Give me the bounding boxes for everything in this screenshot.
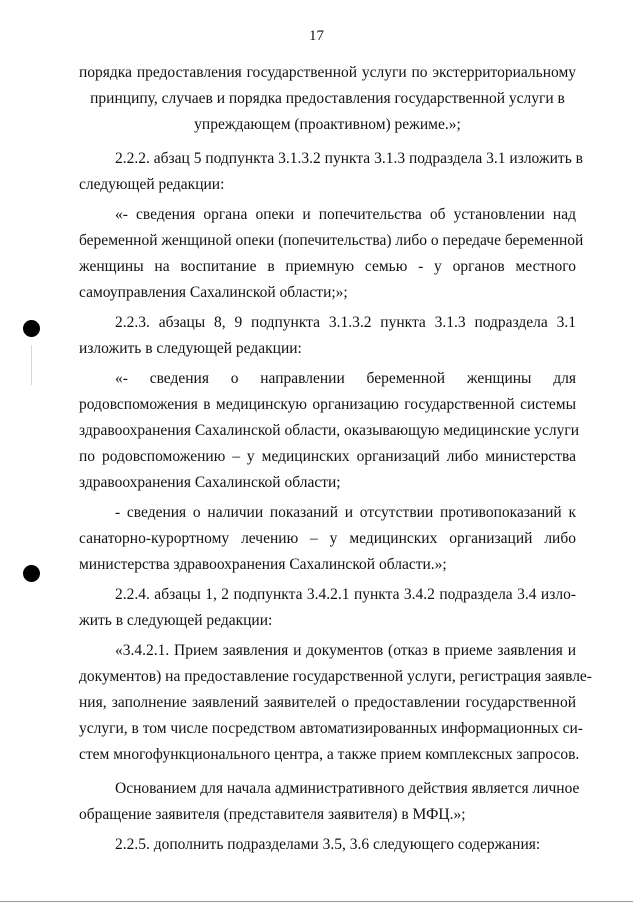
text-line: санаторно-курортному лечению – у медицинских организаций либо — [79, 530, 576, 547]
punch-hole-mark — [23, 320, 40, 337]
page-number: 17 — [309, 28, 324, 44]
text-line: «- сведения о направлении беременной женщины для — [115, 370, 576, 387]
text-line: упреждающем (проактивном) режиме.»; — [194, 116, 461, 133]
text-line: беременной женщиной опеки (попечительства) либо о передаче беременной — [79, 232, 584, 249]
document-body — [79, 60, 592, 858]
text-line: документов) на предоставление государственной услуги, регистрация заявле- — [79, 668, 592, 685]
text-line: 2.2.5. дополнить подразделами 3.5, 3.6 следующего содержания: — [115, 836, 541, 853]
text-line: Основанием для начала административного действия является личное — [115, 780, 580, 797]
text-line: «- сведения органа опеки и попечительства об установлении над — [115, 206, 576, 223]
text-line: стем многофункционального центра, а также прием комплексных запросов. — [79, 746, 580, 763]
text-line: самоуправления Сахалинской области;»; — [79, 284, 348, 301]
text-line: «3.4.2.1. Прием заявления и документов (отказ в приеме заявления и — [115, 642, 576, 659]
text-line: принципу, случаев и порядка предоставления государственной услуги в — [90, 90, 565, 107]
text-line: родовспоможения в медицинскую организацию государственной системы — [79, 396, 576, 413]
text-line: здравоохранения Сахалинской области, оказывающую медицинские услуги — [79, 422, 579, 439]
punch-hole-mark — [23, 565, 40, 582]
scan-edge-mark — [31, 345, 32, 385]
text-line: по родовспоможению – у медицинских организаций либо министерства — [79, 448, 576, 465]
text-line: следующей редакции: — [79, 176, 225, 193]
text-line: изложить в следующей редакции: — [79, 340, 302, 357]
text-line: 2.2.4. абзацы 1, 2 подпункта 3.4.2.1 пункта 3.4.2 подраздела 3.4 изло- — [115, 586, 576, 603]
text-line: министерства здравоохранения Сахалинской области.»; — [79, 556, 447, 573]
text-line: 2.2.2. абзац 5 подпункта 3.1.3.2 пункта 3.1.3 подраздела 3.1 изложить в — [115, 150, 583, 167]
text-line: обращение заявителя (представителя заявителя) в МФЦ.»; — [79, 806, 466, 823]
text-line: женщины на воспитание в приемную семью - у органов местного — [79, 258, 576, 275]
text-line: порядка предоставления государственной услуги по экстерриториальному — [79, 64, 576, 81]
text-line: жить в следующей редакции: — [79, 612, 273, 629]
text-line: - сведения о наличии показаний и отсутствии противопоказаний к — [115, 504, 576, 521]
page-bottom-edge — [0, 901, 633, 902]
text-line: здравоохранения Сахалинской области; — [79, 474, 341, 491]
text-line: услуги, в том числе посредством автоматизированных информационных си- — [79, 720, 583, 737]
text-line: ния, заполнение заявлений заявителей о предоставлении государственной — [79, 694, 576, 711]
text-line: 2.2.3. абзацы 8, 9 подпункта 3.1.3.2 пункта 3.1.3 подраздела 3.1 — [115, 314, 576, 331]
